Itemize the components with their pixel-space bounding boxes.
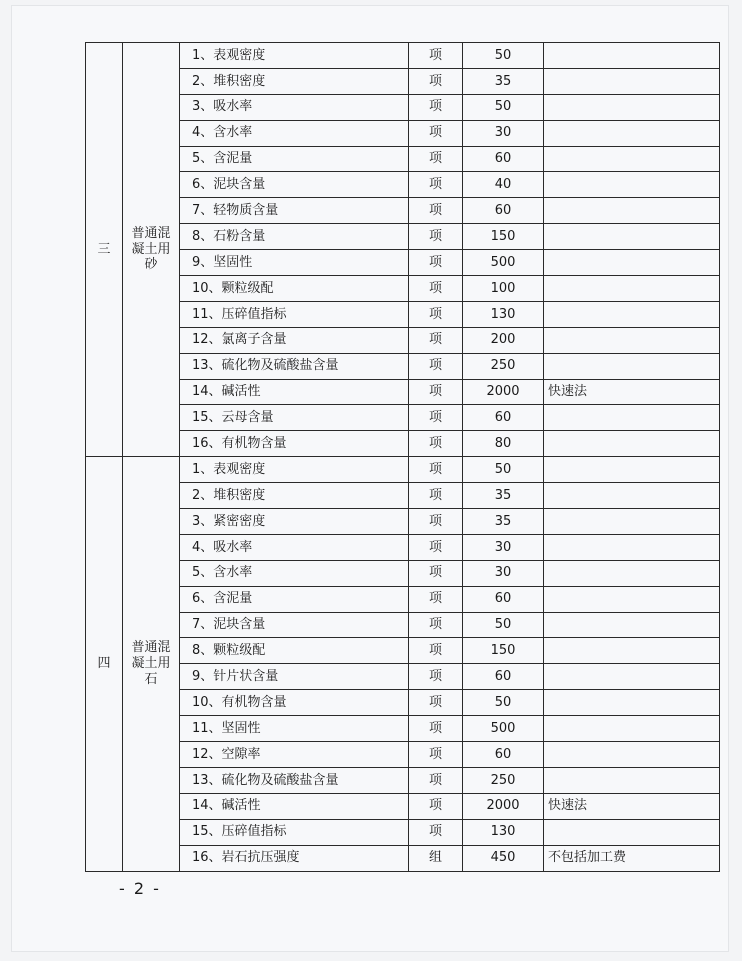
price-cell: 450 — [463, 845, 544, 871]
price-cell: 30 — [463, 560, 544, 586]
group-sequence-number: 三 — [86, 43, 123, 457]
test-item-name: 15、压碎值指标 — [180, 819, 409, 845]
table-row — [86, 690, 720, 716]
note-cell — [544, 224, 720, 250]
test-item-name: 9、针片状含量 — [180, 664, 409, 690]
test-item-name: 11、坚固性 — [180, 716, 409, 742]
note-cell — [544, 43, 720, 69]
unit-cell: 项 — [409, 560, 463, 586]
price-cell: 50 — [463, 690, 544, 716]
price-cell: 130 — [463, 819, 544, 845]
test-item-name: 12、氯离子含量 — [180, 327, 409, 353]
unit-cell: 项 — [409, 586, 463, 612]
price-cell: 35 — [463, 509, 544, 535]
table-row — [86, 716, 720, 742]
unit-cell: 项 — [409, 638, 463, 664]
note-cell — [544, 664, 720, 690]
price-cell: 2000 — [463, 793, 544, 819]
group-sequence-number: 四 — [86, 457, 123, 871]
test-item-name: 4、含水率 — [180, 120, 409, 146]
table-row — [86, 224, 720, 250]
test-item-name: 7、泥块含量 — [180, 612, 409, 638]
page-number: - 2 - — [119, 879, 161, 898]
note-cell — [544, 198, 720, 224]
note-cell — [544, 509, 720, 535]
price-cell: 250 — [463, 767, 544, 793]
test-item-name: 5、含水率 — [180, 560, 409, 586]
note-cell — [544, 405, 720, 431]
price-cell: 60 — [463, 405, 544, 431]
category-line: 普通混 — [131, 226, 171, 242]
unit-cell: 项 — [409, 198, 463, 224]
unit-cell: 项 — [409, 301, 463, 327]
test-item-name: 16、有机物含量 — [180, 431, 409, 457]
price-cell: 60 — [463, 742, 544, 768]
table-row — [86, 250, 720, 276]
test-item-name: 16、岩石抗压强度 — [180, 845, 409, 871]
fee-table — [85, 42, 720, 872]
note-cell — [544, 638, 720, 664]
unit-cell: 项 — [409, 224, 463, 250]
table-row — [86, 793, 720, 819]
unit-cell: 项 — [409, 509, 463, 535]
table-row — [86, 612, 720, 638]
table-row — [86, 819, 720, 845]
test-item-name: 1、表观密度 — [180, 43, 409, 69]
note-cell — [544, 250, 720, 276]
price-cell: 50 — [463, 457, 544, 483]
table-row — [86, 327, 720, 353]
unit-cell: 项 — [409, 405, 463, 431]
price-cell: 500 — [463, 250, 544, 276]
test-item-name: 8、石粉含量 — [180, 224, 409, 250]
unit-cell: 项 — [409, 819, 463, 845]
note-cell — [544, 534, 720, 560]
price-cell: 30 — [463, 534, 544, 560]
price-cell: 50 — [463, 43, 544, 69]
test-item-name: 3、紧密密度 — [180, 509, 409, 535]
test-item-name: 7、轻物质含量 — [180, 198, 409, 224]
price-cell: 250 — [463, 353, 544, 379]
price-cell: 80 — [463, 431, 544, 457]
category-line: 凝土用 — [131, 656, 171, 672]
category-line: 普通混 — [131, 640, 171, 656]
price-cell: 60 — [463, 586, 544, 612]
unit-cell: 项 — [409, 457, 463, 483]
table-row — [86, 457, 720, 483]
table-row — [86, 586, 720, 612]
price-cell: 130 — [463, 301, 544, 327]
price-cell: 50 — [463, 94, 544, 120]
unit-cell: 项 — [409, 612, 463, 638]
note-cell — [544, 172, 720, 198]
test-item-name: 13、硫化物及硫酸盐含量 — [180, 767, 409, 793]
note-cell — [544, 353, 720, 379]
note-cell — [544, 276, 720, 302]
table-row — [86, 534, 720, 560]
note-cell — [544, 301, 720, 327]
price-cell: 35 — [463, 483, 544, 509]
price-cell: 40 — [463, 172, 544, 198]
table-row — [86, 146, 720, 172]
unit-cell: 项 — [409, 664, 463, 690]
unit-cell: 项 — [409, 172, 463, 198]
table-row — [86, 431, 720, 457]
test-item-name: 3、吸水率 — [180, 94, 409, 120]
test-item-name: 14、碱活性 — [180, 379, 409, 405]
note-cell — [544, 767, 720, 793]
unit-cell: 项 — [409, 431, 463, 457]
price-cell: 30 — [463, 120, 544, 146]
test-item-name: 4、吸水率 — [180, 534, 409, 560]
unit-cell: 项 — [409, 742, 463, 768]
note-cell — [544, 560, 720, 586]
group-category — [123, 457, 180, 871]
category-line: 石 — [144, 671, 158, 687]
unit-cell: 项 — [409, 43, 463, 69]
table-row — [86, 509, 720, 535]
test-item-name: 14、碱活性 — [180, 793, 409, 819]
unit-cell: 项 — [409, 94, 463, 120]
test-item-name: 12、空隙率 — [180, 742, 409, 768]
table-row — [86, 68, 720, 94]
table-row — [86, 767, 720, 793]
test-item-name: 6、泥块含量 — [180, 172, 409, 198]
test-item-name: 8、颗粒级配 — [180, 638, 409, 664]
test-item-name: 10、有机物含量 — [180, 690, 409, 716]
price-cell: 500 — [463, 716, 544, 742]
price-cell: 200 — [463, 327, 544, 353]
table-row — [86, 664, 720, 690]
table-row — [86, 483, 720, 509]
document-page — [12, 6, 728, 951]
price-cell: 35 — [463, 68, 544, 94]
price-cell: 50 — [463, 612, 544, 638]
test-item-name: 2、堆积密度 — [180, 68, 409, 94]
note-cell — [544, 94, 720, 120]
test-item-name: 2、堆积密度 — [180, 483, 409, 509]
table-row — [86, 845, 720, 871]
test-item-name: 1、表观密度 — [180, 457, 409, 483]
test-item-name: 15、云母含量 — [180, 405, 409, 431]
table-row — [86, 560, 720, 586]
table-row — [86, 198, 720, 224]
note-cell — [544, 120, 720, 146]
table-row — [86, 94, 720, 120]
category-line: 凝土用 — [131, 241, 171, 257]
note-cell — [544, 483, 720, 509]
test-item-name: 9、坚固性 — [180, 250, 409, 276]
test-item-name: 5、含泥量 — [180, 146, 409, 172]
table-row — [86, 379, 720, 405]
unit-cell: 项 — [409, 534, 463, 560]
price-cell: 2000 — [463, 379, 544, 405]
unit-cell: 项 — [409, 276, 463, 302]
unit-cell: 项 — [409, 793, 463, 819]
note-cell — [544, 457, 720, 483]
table-row — [86, 120, 720, 146]
unit-cell: 组 — [409, 845, 463, 871]
price-cell: 60 — [463, 198, 544, 224]
table-row — [86, 405, 720, 431]
test-item-name: 11、压碎值指标 — [180, 301, 409, 327]
note-cell — [544, 716, 720, 742]
table-row — [86, 742, 720, 768]
note-cell: 快速法 — [544, 379, 720, 405]
table-row — [86, 276, 720, 302]
unit-cell: 项 — [409, 146, 463, 172]
price-cell: 60 — [463, 146, 544, 172]
test-item-name: 6、含泥量 — [180, 586, 409, 612]
unit-cell: 项 — [409, 379, 463, 405]
note-cell — [544, 742, 720, 768]
note-cell — [544, 690, 720, 716]
group-category — [123, 43, 180, 457]
unit-cell: 项 — [409, 767, 463, 793]
price-cell: 100 — [463, 276, 544, 302]
category-line: 砂 — [144, 257, 158, 273]
note-cell — [544, 586, 720, 612]
note-cell: 不包括加工费 — [544, 845, 720, 871]
test-item-name: 13、硫化物及硫酸盐含量 — [180, 353, 409, 379]
price-cell: 150 — [463, 638, 544, 664]
unit-cell: 项 — [409, 716, 463, 742]
unit-cell: 项 — [409, 120, 463, 146]
unit-cell: 项 — [409, 353, 463, 379]
note-cell — [544, 819, 720, 845]
unit-cell: 项 — [409, 690, 463, 716]
note-cell — [544, 68, 720, 94]
table-row — [86, 43, 720, 69]
unit-cell: 项 — [409, 250, 463, 276]
price-cell: 150 — [463, 224, 544, 250]
note-cell — [544, 146, 720, 172]
fee-table-body — [86, 43, 720, 872]
unit-cell: 项 — [409, 483, 463, 509]
note-cell: 快速法 — [544, 793, 720, 819]
table-row — [86, 638, 720, 664]
table-row — [86, 301, 720, 327]
note-cell — [544, 327, 720, 353]
unit-cell: 项 — [409, 327, 463, 353]
price-cell: 60 — [463, 664, 544, 690]
table-row — [86, 353, 720, 379]
note-cell — [544, 431, 720, 457]
table-row — [86, 172, 720, 198]
test-item-name: 10、颗粒级配 — [180, 276, 409, 302]
unit-cell: 项 — [409, 68, 463, 94]
note-cell — [544, 612, 720, 638]
